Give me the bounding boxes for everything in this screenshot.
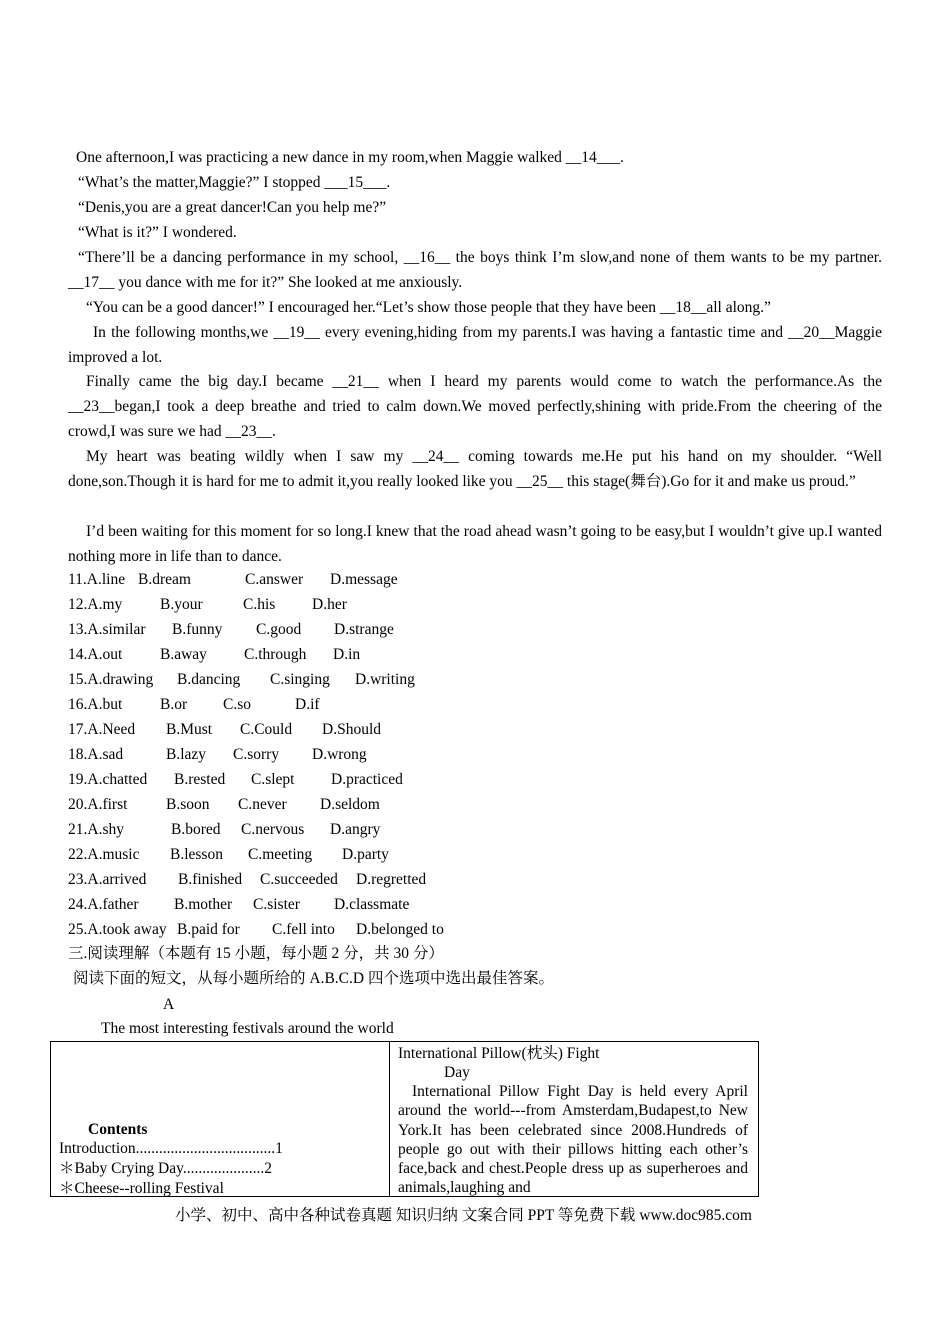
option-choice: B.paid for xyxy=(177,921,240,938)
option-choice: C.singing xyxy=(270,671,330,688)
toc-item-2: ＊Baby Crying Day.....................2 xyxy=(59,1160,272,1177)
option-choice: C.his xyxy=(243,596,276,613)
option-choice: C.never xyxy=(238,796,287,813)
option-choice: 24.A.father xyxy=(68,896,139,913)
option-choice: B.lesson xyxy=(170,846,223,863)
option-choice: 14.A.out xyxy=(68,646,123,663)
option-choice: B.Must xyxy=(166,721,213,738)
pillow-fight-cell xyxy=(390,1042,759,1197)
option-choice: 11.A.line xyxy=(68,571,126,588)
pillow-text: International Pillow Fight Day is held every April around the world---from Amsterdam,Budapest,to New York.It has been celebrated since 2008.Hundreds of people go out with their pillows hitting each other’s face,back and chest.People dress up as superheroes and animals,laughing and xyxy=(398,1083,748,1197)
option-choice: 17.A.Need xyxy=(68,721,136,738)
option-choice: 23.A.arrived xyxy=(68,871,147,888)
pillow-title-line-2: Day xyxy=(444,1064,470,1081)
option-choice: B.rested xyxy=(174,771,226,788)
option-choice: C.sorry xyxy=(233,746,280,763)
option-choice: 15.A.drawing xyxy=(68,671,154,688)
option-choice: 21.A.shy xyxy=(68,821,124,838)
passage-paragraph-3: “Denis,you are a great dancer!Can you help me?” xyxy=(78,199,387,216)
option-choice: B.your xyxy=(160,596,203,613)
option-choice: B.mother xyxy=(174,896,233,913)
option-choice: C.sister xyxy=(253,896,300,913)
toc-item-1: Introduction....................................1 xyxy=(59,1140,283,1157)
option-choice: D.wrong xyxy=(312,746,367,763)
option-choice: 19.A.chatted xyxy=(68,771,148,788)
option-choice: D.her xyxy=(312,596,347,613)
option-choice: C.slept xyxy=(251,771,295,788)
option-choice: 16.A.but xyxy=(68,696,123,713)
passage-paragraph-1: One afternoon,I was practicing a new dance in my room,when Maggie walked __14___. xyxy=(76,149,624,166)
festival-table xyxy=(50,1041,759,1197)
option-choice: D.strange xyxy=(334,621,394,638)
option-choice: D.message xyxy=(330,571,398,588)
option-choice: C.succeeded xyxy=(260,871,338,888)
option-choice: 18.A.sad xyxy=(68,746,124,763)
pillow-title-line-1: International Pillow(枕头) Fight xyxy=(398,1045,600,1062)
passage-title: The most interesting festivals around the world xyxy=(101,1020,394,1037)
option-choice: C.through xyxy=(244,646,307,663)
passage-paragraph-7: In the following months,we __19__ every evening,hiding from my parents.I was having a fantastic time and __20__Maggie improved a lot. xyxy=(68,324,882,366)
option-choice: B.bored xyxy=(171,821,221,838)
option-choice: 20.A.first xyxy=(68,796,128,813)
passage-paragraph-5: “There’ll be a dancing performance in my school, __16__ the boys think I’m slow,and none of them wants to be my partner. __17__ you dance with me for it?” She looked at me anxiously. xyxy=(68,249,882,291)
option-choice: C.so xyxy=(223,696,251,713)
option-choice: 13.A.similar xyxy=(68,621,146,638)
passage-paragraph-6: “You can be a good dancer!” I encouraged her.“Let’s show those people that they have been __18__all along.” xyxy=(86,299,771,316)
option-choice: C.meeting xyxy=(248,846,313,863)
option-choice: B.or xyxy=(160,696,188,713)
option-choice: C.good xyxy=(256,621,302,638)
option-choice: D.if xyxy=(295,696,320,713)
option-choice: B.dancing xyxy=(177,671,241,688)
contents-heading: Contents xyxy=(88,1121,148,1138)
option-choice: C.nervous xyxy=(241,821,305,838)
option-choice: D.regretted xyxy=(356,871,427,888)
option-choice: D.writing xyxy=(355,671,415,688)
passage-paragraph-4: “What is it?” I wondered. xyxy=(78,224,237,241)
section-heading: 三.阅读理解（本题有 15 小题，每小题 2 分，共 30 分） xyxy=(68,945,444,962)
option-choice: B.dream xyxy=(138,571,191,588)
toc-item-3: ＊Cheese--rolling Festival xyxy=(59,1180,224,1197)
option-choice: 22.A.music xyxy=(68,846,140,863)
option-choice: C.fell into xyxy=(272,921,335,938)
option-choice: C.answer xyxy=(245,571,304,588)
option-choice: B.soon xyxy=(166,796,210,813)
option-choice: B.away xyxy=(160,646,207,663)
passage-paragraph-9: My heart was beating wildly when I saw my __24__ coming towards me.He put his hand on my shoulder. “Well done,son.Though it is hard for me to admit it,you really looked like you __25__ this stage(舞台).Go for it and make us proud.” xyxy=(68,448,882,490)
option-choice: C.Could xyxy=(240,721,293,738)
passage-paragraph-10: I’d been waiting for this moment for so long.I knew that the road ahead wasn’t going to be easy,but I wouldn’t give up.I wanted nothing more in life than to dance. xyxy=(68,523,882,565)
passage-letter: A xyxy=(163,996,175,1013)
option-choice: D.seldom xyxy=(320,796,380,813)
option-choice: D.party xyxy=(342,846,389,863)
contents-cell xyxy=(51,1042,390,1197)
option-choice: 25.A.took away xyxy=(68,921,167,938)
option-choice: D.Should xyxy=(322,721,381,738)
option-choice: D.classmate xyxy=(334,896,410,913)
option-choice: B.lazy xyxy=(166,746,207,763)
passage-paragraph-8: Finally came the big day.I became __21__ when I heard my parents would come to watch the performance.As the __23__began,I took a deep breathe and tried to calm down.We moved perfectly,shining with pride.From the cheering of the crowd,I was sure we had __23__. xyxy=(68,373,882,440)
option-choice: D.angry xyxy=(330,821,381,838)
option-choice: B.funny xyxy=(172,621,223,638)
section-instruction: 阅读下面的短文，从每小题所给的 A.B.C.D 四个选项中选出最佳答案。 xyxy=(73,970,554,987)
option-choice: D.practiced xyxy=(331,771,403,788)
option-choice: 12.A.my xyxy=(68,596,123,613)
page-footer: 小学、初中、高中各种试卷真题 知识归纳 文案合同 PPT 等免费下载 www.doc985.com xyxy=(175,1207,752,1224)
option-choice: B.finished xyxy=(178,871,243,888)
option-choice: D.belonged to xyxy=(356,921,444,938)
passage-paragraph-2: “What’s the matter,Maggie?” I stopped ___15___. xyxy=(78,174,391,191)
option-choice: D.in xyxy=(333,646,361,663)
